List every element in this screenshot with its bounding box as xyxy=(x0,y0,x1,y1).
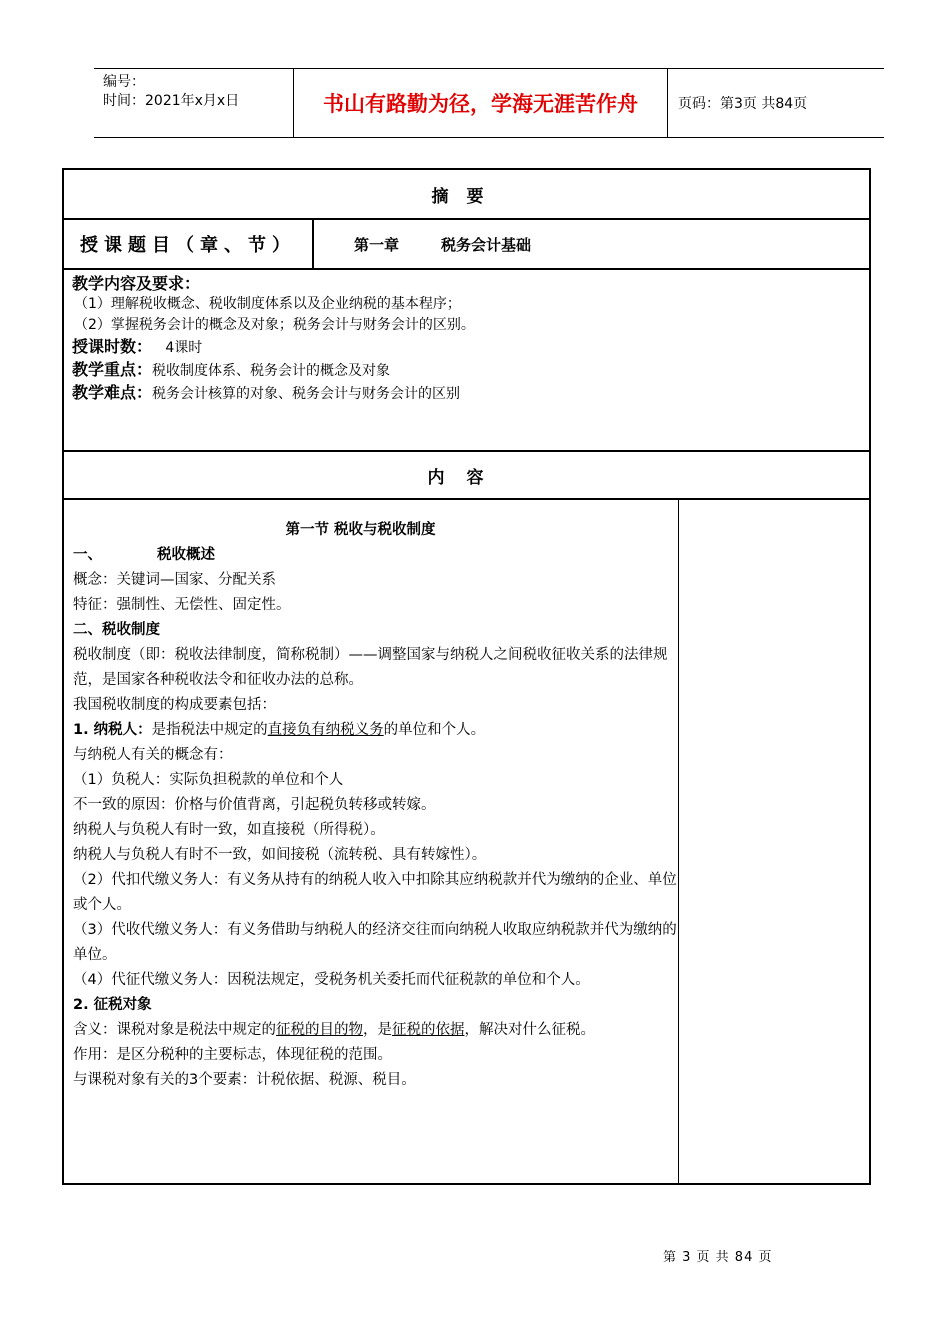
tax-object-underlined-1: 征税的目的物 xyxy=(276,1022,363,1038)
header-meta xyxy=(94,69,294,137)
summary-title: 摘要 xyxy=(64,170,869,220)
heading-tax-object: 2. 征税对象 xyxy=(73,997,152,1013)
hours-label: 授课时数： xyxy=(72,337,153,356)
tax-object-underlined-2: 征税的依据 xyxy=(392,1022,465,1038)
document-number-label: 编号： xyxy=(103,74,145,90)
tax-object-text-mid: ，是 xyxy=(363,1022,392,1038)
chapter-number: 第一章 xyxy=(354,235,400,254)
inconsistency-reason: 不一致的原因：价格与价值背离，引起税负转移或转嫁。 xyxy=(73,797,436,813)
tax-object-factors: 与课税对象有关的3个要素：计税依据、税源、税目。 xyxy=(73,1072,416,1088)
key-points-label: 教学重点： xyxy=(72,360,153,379)
chapter-title: 税务会计基础 xyxy=(441,235,532,254)
key-points xyxy=(72,359,869,382)
taxpayer-text-end: 的单位和个人。 xyxy=(383,722,486,738)
collecting-agent: （3）代收代缴义务人：有义务借助与纳税人的经济交往而向纳税人收取应纳税款并代为缴纳的单位。 xyxy=(73,922,677,963)
consistent-case: 纳税人与负税人有时一致，如直接税（所得税）。 xyxy=(73,822,385,838)
tax-features: 特征：强制性、无偿性、固定性。 xyxy=(73,597,291,613)
elements-intro: 我国税收制度的构成要素包括： xyxy=(73,697,276,713)
requirements-heading: 教学内容及要求： xyxy=(72,274,201,293)
heading-tax-overview xyxy=(73,543,678,568)
content-body xyxy=(64,500,869,1183)
heading-tax-system: 二、税收制度 xyxy=(73,622,160,638)
withholding-agent: （2）代扣代缴义务人：有义务从持有的纳税人收入中扣除其应纳税款并代为缴纳的企业、单位或个人。 xyxy=(73,872,677,913)
content-notes-column xyxy=(679,500,869,1183)
heading-text: 税收概述 xyxy=(157,547,215,563)
taxpayer-text: 是指税法中规定的 xyxy=(151,722,268,738)
difficulty-label: 教学难点： xyxy=(72,383,153,402)
tax-concept: 概念：关键词—国家、分配关系 xyxy=(73,572,276,588)
document-time: 时间：2021年x月x日 xyxy=(103,93,240,109)
content-title: 内容 xyxy=(64,452,869,500)
teaching-requirements xyxy=(64,270,869,452)
key-points-value: 税收制度体系、税务会计的概念及对象 xyxy=(152,363,391,379)
requirement-item: （2）掌握税务会计的概念及对象；税务会计与财务会计的区别。 xyxy=(74,317,475,333)
difficult-points xyxy=(72,382,869,405)
topic-row xyxy=(64,220,869,270)
heading-number: 一、 xyxy=(73,547,102,563)
tax-object-text-end: ，解决对什么征税。 xyxy=(464,1022,595,1038)
tax-object-text: 含义：课税对象是税法中规定的 xyxy=(73,1022,276,1038)
section-title: 第一节 税收与税收制度 xyxy=(285,522,436,538)
taxpayer-label: 1. 纳税人： xyxy=(73,722,152,738)
commissioned-agent: （4）代征代缴义务人：因税法规定，受税务机关委托而代征税款的单位和个人。 xyxy=(73,972,590,988)
content-main-column xyxy=(64,500,679,1183)
teaching-hours xyxy=(72,336,869,359)
taxpayer-underlined: 直接负有纳税义务 xyxy=(267,722,384,738)
tax-object-meaning xyxy=(73,1018,678,1043)
lesson-table xyxy=(62,168,871,1185)
taxpayer-definition xyxy=(73,718,678,743)
header-motto: 书山有路勤为径，学海无涯苦作舟 xyxy=(294,69,668,137)
related-concepts-intro: 与纳税人有关的概念有： xyxy=(73,747,233,763)
header-page-info: 页码：第3页 共84页 xyxy=(678,96,808,112)
topic-label: 授课题目（章、节） xyxy=(64,220,314,268)
tax-system-definition: 税收制度（即：税收法律制度，简称税制）——调整国家与纳税人之间税收征收关系的法律规范，是国家各种税收法令和征收办法的总称。 xyxy=(73,647,668,688)
difficulty-value: 税务会计核算的对象、税务会计与财务会计的区别 xyxy=(152,386,461,402)
page-header xyxy=(94,68,884,138)
tax-bearer: （1）负税人：实际负担税款的单位和个人 xyxy=(73,772,344,788)
topic-value xyxy=(314,220,869,268)
hours-value: 4课时 xyxy=(165,340,203,356)
tax-object-role: 作用：是区分税种的主要标志，体现征税的范围。 xyxy=(73,1047,392,1063)
inconsistent-case: 纳税人与负税人有时不一致，如间接税（流转税、具有转嫁性）。 xyxy=(73,847,487,863)
page-footer: 第 3 页 共 84 页 xyxy=(663,1250,773,1265)
requirement-item: （1）理解税收概念、税收制度体系以及企业纳税的基本程序； xyxy=(74,296,461,312)
